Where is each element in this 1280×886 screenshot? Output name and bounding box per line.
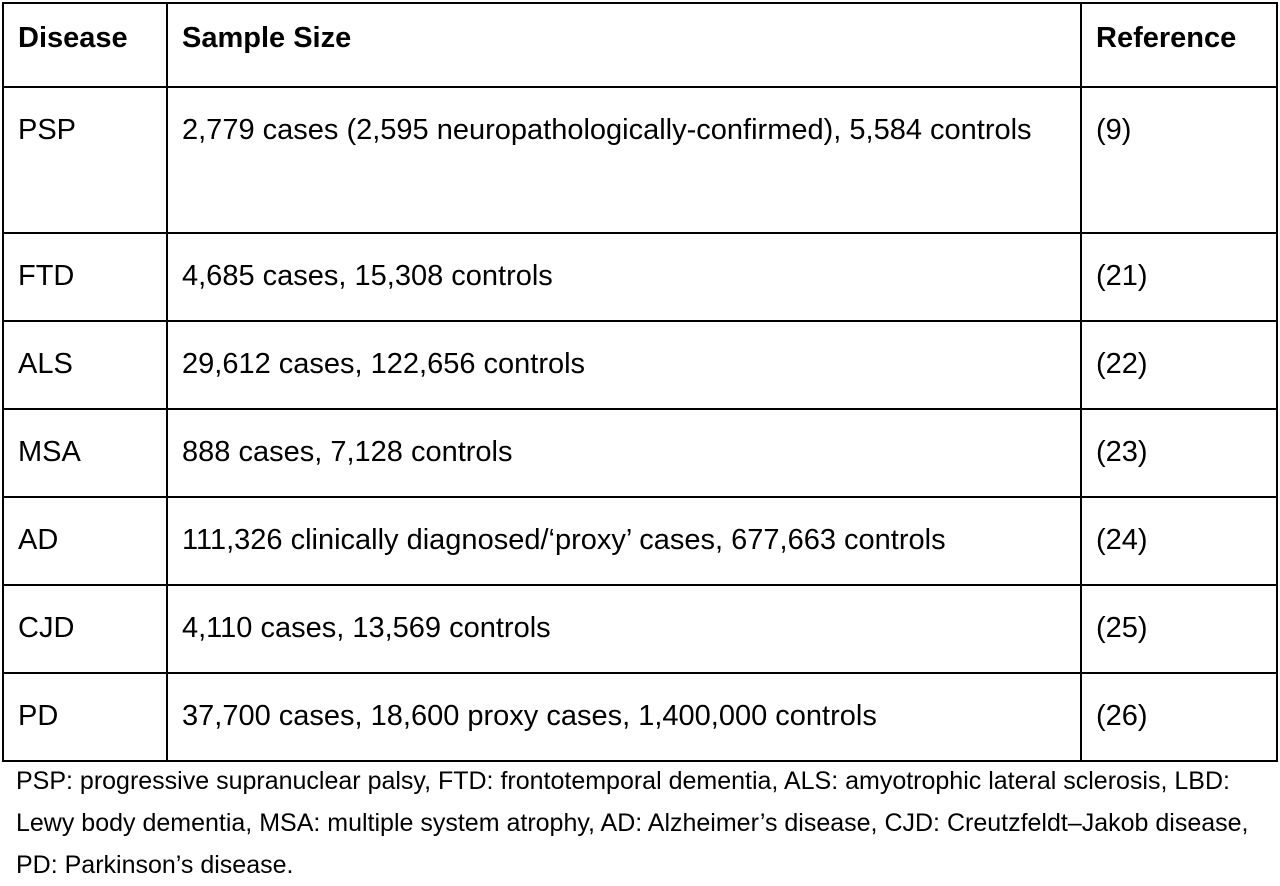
cell-disease: ALS	[3, 321, 167, 409]
table-row	[3, 673, 1277, 761]
cell-sample-size: 4,685 cases, 15,308 controls	[167, 233, 1081, 321]
table-header-row	[3, 3, 1277, 87]
table-row	[3, 321, 1277, 409]
cell-sample-size: 29,612 cases, 122,656 controls	[167, 321, 1081, 409]
header-sample-size: Sample Size	[167, 3, 1081, 87]
cell-reference: (25)	[1081, 585, 1277, 673]
cell-sample-size: 37,700 cases, 18,600 proxy cases, 1,400,000 controls	[167, 673, 1081, 761]
cell-disease: MSA	[3, 409, 167, 497]
cell-reference: (9)	[1081, 87, 1277, 233]
table-row	[3, 233, 1277, 321]
cell-disease: CJD	[3, 585, 167, 673]
header-reference: Reference	[1081, 3, 1277, 87]
header-disease: Disease	[3, 3, 167, 87]
cell-reference: (23)	[1081, 409, 1277, 497]
table-row	[3, 497, 1277, 585]
cell-disease: FTD	[3, 233, 167, 321]
data-table-container	[2, 2, 1276, 762]
cell-reference: (24)	[1081, 497, 1277, 585]
cell-reference: (21)	[1081, 233, 1277, 321]
cell-sample-size: 888 cases, 7,128 controls	[167, 409, 1081, 497]
cell-sample-size: 111,326 clinically diagnosed/‘proxy’ cases, 677,663 controls	[167, 497, 1081, 585]
table-footnote: PSP: progressive supranuclear palsy, FTD: frontotemporal dementia, ALS: amyotrophic lateral sclerosis, LBD: Lewy body dementia, MSA: multiple system atrophy, AD: Alzheimer’s disease, CJD: Creutzfeldt–Jakob disease, PD: Parkinson’s disease.	[16, 767, 1249, 879]
sample-size-table	[2, 2, 1278, 762]
cell-sample-size: 2,779 cases (2,595 neuropathologically-confirmed), 5,584 controls	[167, 87, 1081, 233]
cell-reference: (22)	[1081, 321, 1277, 409]
cell-disease: AD	[3, 497, 167, 585]
cell-sample-size: 4,110 cases, 13,569 controls	[167, 585, 1081, 673]
table-row	[3, 87, 1277, 233]
cell-disease: PD	[3, 673, 167, 761]
cell-disease: PSP	[3, 87, 167, 233]
table-row	[3, 585, 1277, 673]
cell-reference: (26)	[1081, 673, 1277, 761]
table-row	[3, 409, 1277, 497]
